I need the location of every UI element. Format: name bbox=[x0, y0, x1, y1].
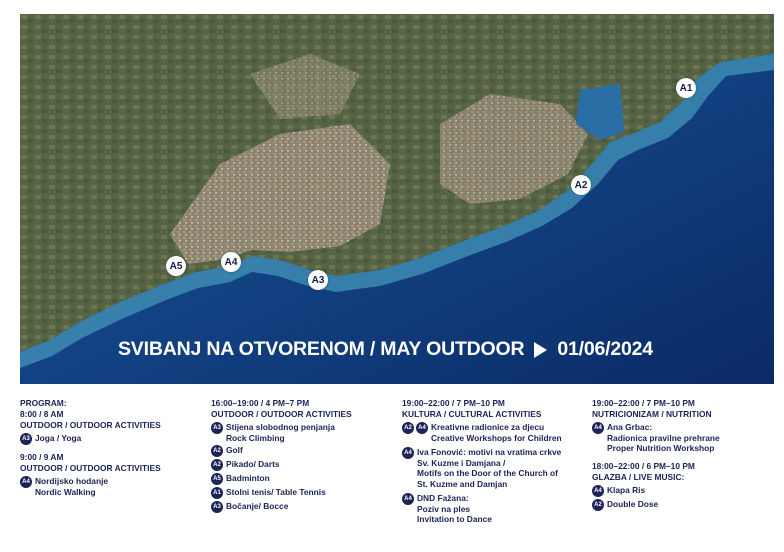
event-item bbox=[211, 459, 352, 471]
event-title bbox=[118, 338, 653, 361]
aerial-map-image bbox=[20, 14, 774, 384]
time-heading: 19:00–22:00 / 7 PM–10 PM bbox=[402, 398, 505, 408]
map-marker-a5: A5 bbox=[166, 256, 186, 276]
location-badge: A4 bbox=[402, 447, 414, 459]
location-badge: A3 bbox=[20, 433, 32, 445]
category-heading: KULTURA / CULTURAL ACTIVITIES bbox=[402, 409, 542, 419]
category-heading: OUTDOOR / OUTDOOR ACTIVITIES bbox=[20, 463, 161, 473]
event-item bbox=[211, 501, 352, 513]
event-item bbox=[211, 487, 352, 499]
location-badge: A2 bbox=[211, 459, 223, 471]
event-item bbox=[592, 499, 720, 511]
location-badge: A4 bbox=[592, 485, 604, 497]
location-badge: A1 bbox=[211, 487, 223, 499]
event-text: Nordijsko hodanje Nordic Walking bbox=[35, 476, 109, 497]
event-text: Stijena slobodnog penjanja Rock Climbing bbox=[226, 422, 335, 443]
category-heading: OUTDOOR / OUTDOOR ACTIVITIES bbox=[211, 409, 352, 419]
play-arrow-icon bbox=[534, 342, 547, 358]
location-badge: A5 bbox=[211, 473, 223, 485]
event-item bbox=[20, 476, 161, 497]
time-heading: 9:00 / 9 AM bbox=[20, 452, 64, 462]
event-item bbox=[211, 473, 352, 485]
event-item bbox=[592, 485, 720, 497]
event-item bbox=[211, 445, 352, 457]
location-badge: A2 bbox=[402, 422, 414, 434]
event-item bbox=[592, 422, 720, 454]
event-item bbox=[402, 447, 562, 489]
location-badge: A3 bbox=[211, 422, 223, 434]
event-text: Double Dose bbox=[607, 498, 659, 509]
event-text: Klapa Ris bbox=[607, 484, 646, 495]
event-title-text: SVIBANJ NA OTVORENOM / MAY OUTDOOR bbox=[118, 338, 525, 360]
program-column-3 bbox=[402, 398, 562, 525]
category-heading: GLAZBA / LIVE MUSIC: bbox=[592, 471, 685, 482]
program-column-4 bbox=[592, 398, 720, 511]
event-text: Pikado/ Darts bbox=[226, 459, 280, 469]
location-badge: A4 bbox=[592, 422, 604, 434]
map-marker-a1: A1 bbox=[676, 78, 696, 98]
location-badge: A2 bbox=[592, 499, 604, 511]
location-badge: A4 bbox=[402, 493, 414, 505]
time-heading: 8:00 / 8 AM bbox=[20, 409, 64, 419]
event-date: 01/06/2024 bbox=[557, 338, 653, 360]
map-marker-a4: A4 bbox=[221, 252, 241, 272]
program-heading: PROGRAM: bbox=[20, 398, 67, 408]
category-heading: OUTDOOR / OUTDOOR ACTIVITIES bbox=[20, 420, 161, 430]
event-text: Joga / Yoga bbox=[35, 433, 82, 443]
event-item bbox=[402, 422, 562, 443]
location-badge: A4 bbox=[416, 422, 428, 434]
event-item bbox=[402, 493, 562, 525]
event-text: Kreativne radionice za djecu Creative Workshops for Children bbox=[431, 422, 562, 443]
location-badge: A4 bbox=[20, 476, 32, 488]
time-heading: 18:00–22:00 / 6 PM–10 PM bbox=[592, 460, 695, 471]
map-marker-a3: A3 bbox=[308, 270, 328, 290]
event-item bbox=[20, 433, 161, 445]
time-heading: 19:00–22:00 / 7 PM–10 PM bbox=[592, 398, 695, 408]
event-text: Badminton bbox=[226, 473, 270, 483]
location-badge: A3 bbox=[211, 501, 223, 513]
event-text: Iva Fonović: motivi na vratima crkve Sv. Kuzme i Damjana / Motifs on the Door of the Church of St. Kuzme and Damjan bbox=[417, 447, 562, 489]
event-text: Golf bbox=[226, 445, 243, 455]
time-heading: 16:00–19:00 / 4 PM–7 PM bbox=[211, 398, 310, 408]
category-heading: NUTRICIONIZAM / NUTRITION bbox=[592, 409, 712, 419]
location-badge: A2 bbox=[211, 445, 223, 457]
event-text: Stolni tenis/ Table Tennis bbox=[226, 487, 326, 497]
program-column-2 bbox=[211, 398, 352, 513]
event-text: Ana Grbac: Radionica pravilne prehrane Proper Nutrition Workshop bbox=[607, 422, 720, 453]
event-text: DND Fažana: Poziv na ples Invitation to Dance bbox=[417, 493, 492, 524]
program-column-1 bbox=[20, 398, 161, 497]
aerial-map bbox=[20, 14, 774, 384]
event-text: Bočanje/ Bocce bbox=[226, 501, 289, 511]
event-item bbox=[211, 422, 352, 443]
map-marker-a2: A2 bbox=[571, 175, 591, 195]
